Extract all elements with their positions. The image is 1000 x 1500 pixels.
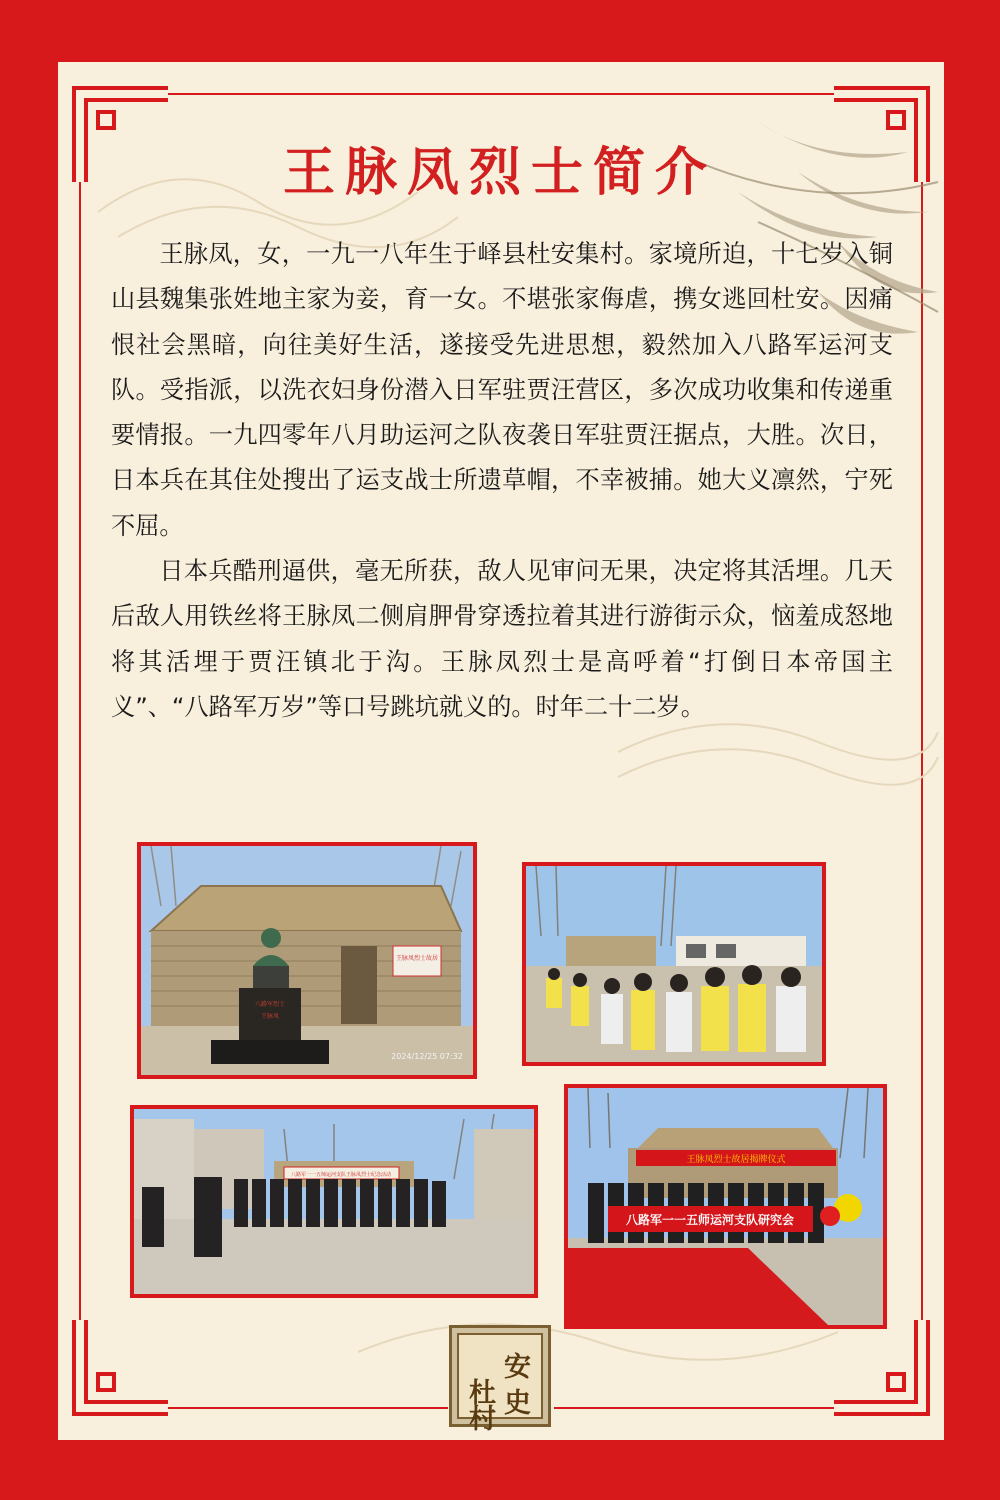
seal-stamp (449, 1325, 551, 1435)
plaque-line2: 王脉凤 (260, 1013, 280, 1020)
photo-group (130, 1105, 538, 1298)
photo-memorial-bust (137, 842, 477, 1079)
photo-ceremony (564, 1084, 887, 1329)
ceremony-top-banner: 王脉凤烈士故居揭牌仪式 (686, 1155, 786, 1165)
seal-char-4: 史 (504, 1388, 531, 1419)
plaque-line1: 八路军烈士 (254, 1001, 286, 1008)
paragraph-2: 日本兵酷刑逼供，毫无所获，敌人见审问无果，决定将其活埋。几天后敌人用铁丝将王脉凤二侧肩胛骨穿透拉着其进行游街示众，恼羞成怒地将其活埋于贾汪镇北于沟。王脉凤烈士是高呼着“打倒日本帝国主义”、“八路军万岁”等口号跳坑就义的。时年二十二岁。 (111, 557, 893, 721)
seal-char-2: 安 (504, 1352, 531, 1383)
seal-char-1: 杜 (469, 1378, 496, 1409)
memorial-banner: 王脉凤烈士故居 (395, 955, 439, 962)
seal-char-3: 村 (469, 1404, 496, 1435)
photo-timestamp: 2024/12/25 07:32 (391, 1052, 463, 1061)
photo-students (522, 862, 826, 1066)
article-body (111, 232, 893, 730)
group-banner: 八路军一一五师运河支队王脉凤烈士纪念活动 (290, 1172, 392, 1178)
paragraph-1: 王脉凤，女，一九一八年生于峄县杜安集村。家境所迫，十七岁入铜山县魏集张姓地主家为妾，育一女。不堪张家侮虐，携女逃回杜安。因痛恨社会黑暗，向往美好生活，遂接受先进思想，毅然加入八路军运河支队。受指派，以洗衣妇身份潜入日军驻贾汪营区，多次成功收集和传递重要情报。一九四零年八月助运河之队夜袭日军驻贾汪据点，大胜。次日，日本兵在其住处搜出了运支战士所遗草帽，不幸被捕。她大义凛然，宁死不屈。 (111, 240, 893, 540)
ceremony-front-banner: 八路军一一五师运河支队研究会 (625, 1213, 795, 1227)
page-title: 王脉凤烈士简介 (282, 142, 717, 203)
